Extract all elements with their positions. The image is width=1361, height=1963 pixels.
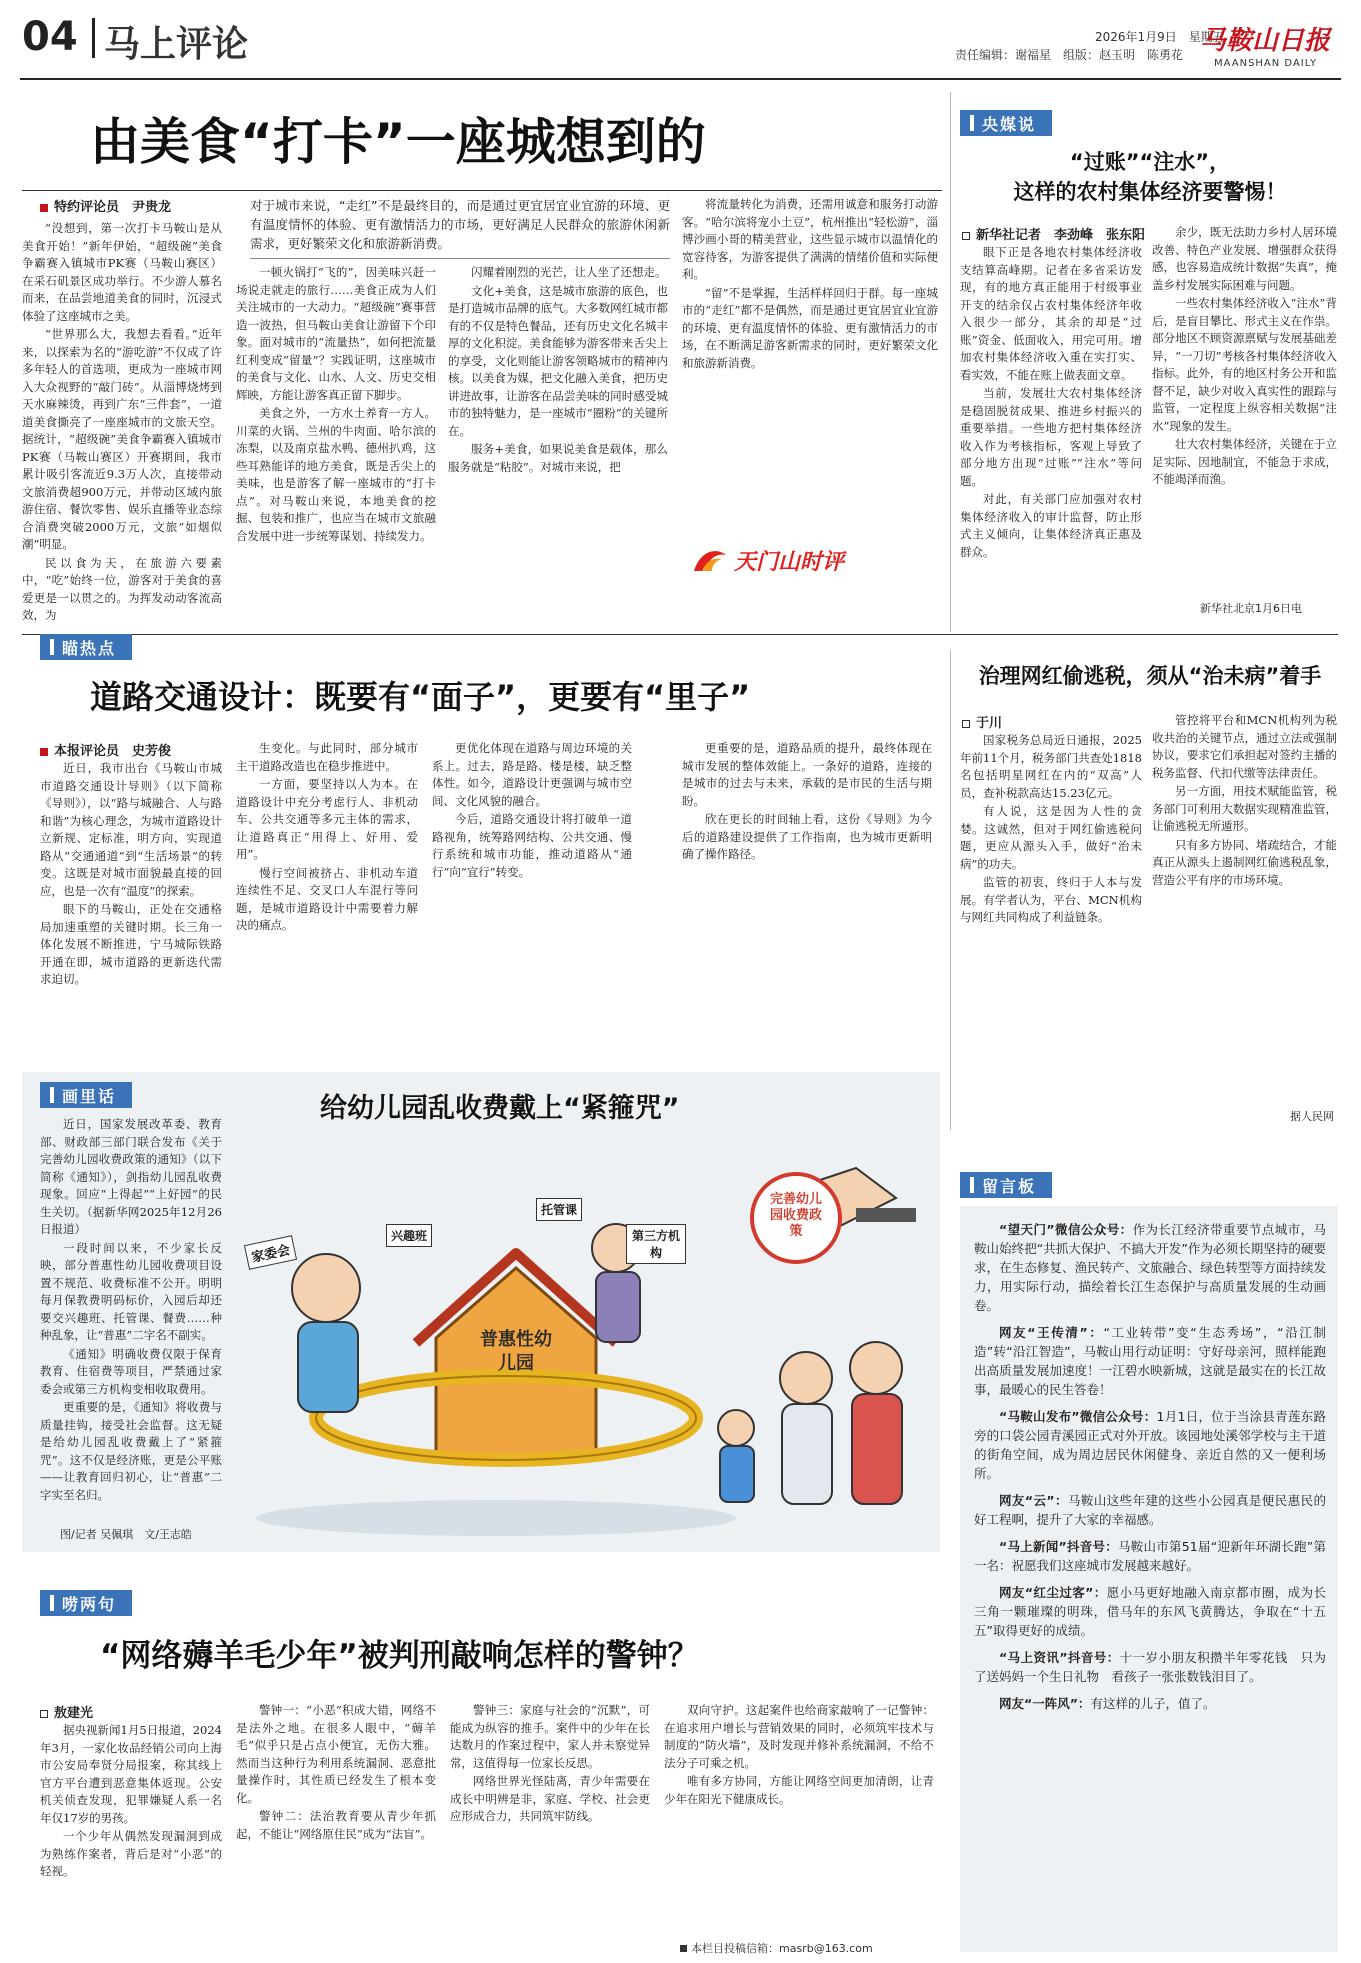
traffic-title: 道路交通设计：既要有“面子”，更要有“里子” [90,678,751,716]
label-daycare: 托管课 [536,1198,582,1221]
message-item: “马鞍山发布”微信公众号：1月1日，位于当涂县青莲东路旁的口袋公园青溪园正式对外开放。该园地处溪邻学校与主干道的街角空间，成为周边居民休闲健身、亲近自然的又一便利场所。 [974,1409,1326,1481]
yangmao-title: “网络薅羊毛少年”被判刑敲响怎样的警钟？ [100,1638,699,1674]
kindergarten-body: 近日，国家发展改革委、教育部、财政部三部门联合发布《关于完善幼儿园收费政策的通知》（以下简称《通知》），剑指幼儿园乱收费现象。回应“上得起”“上好园”的民生关切。（据新华网2025年12月26日报道） 一段时间以来，不少家长反映，部分普惠性幼儿园收费项目设置不规范、收费标准不公开。明明每月保教费明码标价，入园后却还要交兴趣班、托管课、餐费……种种乱象，让“普惠”二字名不副实。 《通知》明确收费仅限于保育教育、住宿费等项目，严禁通过家委会或第三方机构变相收取费用。 更重要的是，《通知》将收费与质量挂钩，接受社会监督。这无疑是给幼儿园乱收费戴上了“紧箍咒”。这不仅是经济账，更是公平账——让教育回归初心，让“普惠”二字实至名归。 [40,1117,222,1502]
message-board-tag: 留言板 [960,1172,1052,1198]
editor-credits: 责任编辑：谢福星 组版：赵玉明 陈勇花 [955,48,1184,62]
traffic-tag: 瞄热点 [40,634,132,660]
message-item: 网友“一阵风”：有这样的儿子，值了。 [999,1696,1216,1711]
square-bullet-icon [680,1945,687,1952]
traffic-col2: 生变化。与此同时，部分城市主干道路改造也在稳步推进中。 一方面，要坚持以人为本。在道路设计中充分考虑行人、非机动车、公共交通等多元主体的需求，让道路真正“用得上、好用、爱用”。 慢行空间被挤占、非机动车道连续性不足、交叉口人车混行等问题，是城市道路设计中需要着力解决的痛点。 [236,741,418,932]
wanghong-credit: 据人民网 [1290,1110,1334,1123]
yangmao-col4: 双向守护。这起案件也给商家敲响了一记警钟：在追求用户增长与营销效果的同时，必须筑牢技术与制度的“防火墙”，及时发现并修补系统漏洞，不给不法分子可乘之机。 唯有多方协同，方能让网络空间更加清朗，让青少年在阳光下健康成长。 [664,1703,934,1806]
wanghong-col2: 管控将平台和MCN机构列为税收共治的关键节点，通过立法或强制协议，要求它们承担起对签约主播的税务监督、代扣代缴等法律责任。 另一方面，用技术赋能监管，税务部门可利用大数据实现精准监管，让偷逃税无所遁形。 只有多方协同、堵疏结合，才能真正从源头上遏制网红偷逃税乱象，营造公平有序的市场环境。 [1152,713,1337,887]
main-article-title: 由美食“打卡”一座城想到的 [90,113,706,171]
main-article-byline: 特约评论员 尹贵龙 [40,196,171,215]
yangmao-byline: 敖建光 [40,1702,93,1721]
tianmenshan-stamp [690,540,930,580]
newspaper-logo-en: MAANSHAN DAILY [1214,58,1318,69]
main-article-rule [22,190,942,191]
message-item: “望天门”微信公众号：作为长江经济带重要节点城市，马鞍山始终把“共抓大保护、不搞大开发”作为必须长期坚持的硬要求，在生态修复、渔民转产、文旅融合、绿色转型等方面持续发力，用实际行动，描绘着长江生态保护与高质量发展的生动画卷。 [974,1222,1326,1313]
message-board-list [974,1220,1326,1721]
header-divider [92,18,95,58]
yangshi-title-1: “过账”“注水”， [1069,150,1231,174]
page-number: 04 [22,14,78,60]
yangmao-tag: 唠两句 [40,1590,132,1616]
main-article-col1: “没想到，第一次打卡马鞍山是从美食开始！”新年伊始，“超级碗”美食争霸赛入镇城市PK赛（马鞍山赛区）在采石矶景区成功举行。不少游人慕名而来，在品尝地道美食的同时，沉浸式体验了这座城市之美。 “世界那么大，我想去看看。”近年来，以探索为名的“游吃游”不仅成了许多年轻人的首选项，更成为一座城市网入大众视野的“敲门砖”。从淄博烧烤到天水麻辣烫，再到广东“三件套”，一道道美食撕亮了一座座城市的文旅天空。据统计，“超级碗”美食争霸赛入镇城市PK赛（马鞍山赛区）开赛期间，我市累计吸引客流近9.3万人次，直接带动文旅消费超900万元，并带动区域内旅游住宿、餐饮零售、娱乐直播等业态综合消费突破2000万元，文旅“如烟似潮”明显。 民以食为天，在旅游六要素中，“吃”始终一位，游客对于美食的喜爱更是一以贯之的。为挥发动动客流高效，为 [22,221,222,622]
label-policy-seal: 完善幼儿园收费政策 [769,1192,822,1239]
yangshi-col2: 余少，既无法助力乡村人居环境改善、特色产业发展、增强群众获得感，也容易造成统计数据“失真”，掩盖乡村发展实际困难与问题。 一些农村集体经济收入“注水”背后，是盲目攀比、形式主义在作祟。部分地区不顾资源禀赋与发展基础差异，“一刀切”考核各村集体经济收入指标。此外，有的地区村务公开和监督不足，缺少对收入真实性的跟踪与监管，一定程度上纵容相关数据“注水”现象的发生。 壮大农村集体经济，关键在于立足实际、因地制宜，不能急于求成，不能竭泽而渔。 [1152,225,1337,486]
yangmao-col1: 据央视新闻1月5日报道，2024年3月，一家化妆品经销公司向上海市公安局奉贤分局报案，称其线上官方平台遭到恶意集体返现。公安机关侦查发现，犯罪嫌疑人系一名年仅17岁的男孩。 一个少年从偶然发现漏洞到成为熟练作案者，背后是对“小恶”的轻视。 [40,1723,222,1878]
cartoon-illustration [236,1128,932,1544]
yangshi-col1: 眼下正是各地农村集体经济收支结算高峰期。记者在多省采访发现，有的地方真正能用于村级事业开支的结余仅占农村集体经济年收入很少一部分，其余的却是“过账”资金、低面收入，用完可用。增加农村集体经济收入重在实打实、看实效，不能在账上做表面文章。 当前，发展壮大农村集体经济是稳固脱贫成果、推进乡村振兴的重要举措。一些地方把村集体经济收入作为考核指标，客观上导致了部分地方出现“过账”“注水”等问题。 对此，有关部门应加强对农村集体经济收入的审计监督，防止形式主义倾向，让集体经济真正惠及群众。 [960,245,1142,559]
wanghong-col1: 国家税务总局近日通报，2025年前11个月，税务部门共查处1818名包括明星网红在内的“双高”人员，查补税款高达15.23亿元。 有人说，这是因为人性的贪婪。这诚然，但对于网红偷逃税问题，更应从源头入手，做好“治未病”的功夫。 监管的初衷，终归于人本与发展。有学者认为，平台、MCN机构与网红共同构成了利益链条。 [960,733,1142,924]
header-rule [20,78,1341,80]
message-item: “马上资讯”抖音号：十一岁小朋友积攒半年零花钱 只为了送妈妈一个生日礼物 看孩子一张张数钱泪目了。 [974,1650,1326,1684]
message-item: 网友“云”：马鞍山这些年建的这些小公园真是便民惠民的好工程啊，提升了大家的幸福感。 [974,1493,1326,1527]
yangshi-tag: 央媒说 [960,110,1052,136]
kindergarten-credit: 图/记者 吴佩琪 文/王志皓 [60,1528,192,1541]
yangshi-title-2: 这样的农村集体经济要警惕！ [1013,180,1287,204]
kindergarten-title: 给幼儿园乱收费戴上“紧箍咒” [320,1093,680,1124]
section-rule-1 [22,634,1338,635]
issue-date: 2026年1月9日 星期五 [1095,30,1225,44]
label-interest-class: 兴趣班 [386,1224,432,1247]
traffic-col3: 更优化体现在道路与周边环境的关系上。过去，路是路、楼是楼，缺乏整体性。如今，道路设计更强调与城市空间、文化风貌的融合。 今后，道路交通设计将打破单一道路视角，统筹路网结构、公共交通、慢行系统和城市功能，推动道路从“通行”向“宜行”转变。 [432,741,632,879]
traffic-col1: 近日，我市出台《马鞍山市城市道路交通设计导则》（以下简称《导则》），以“路与城融合、人与路和谐”为核心理念，为城市道路设计立新规、定标准，明方向，实现道路从“交通通道”到“生活场景”的转变。这既是对城市面貌最直接的回应，也是一次有“温度”的探索。 眼下的马鞍山，正处在交通格局加速重塑的关键时期。长三角一体化发展不断推进，宁马城际铁路开通在即，城市道路的更新迭代需求迫切。 [40,761,222,986]
newspaper-logo: 马鞍山日报 [1200,26,1331,56]
yangmao-contact: 本栏目投稿信箱：masrb@163.com [680,1940,873,1956]
right-column-divider [950,92,951,632]
message-item: 网友“王传清”：“工业转带”变“生态秀场”，“沿江制造”转“沿江智造”，马鞍山用行动证明：守好母亲河，照样能跑出高质量发展加速度！一江碧水映新城，这就是最实在的长江故事，最暖心的民生答卷！ [974,1325,1326,1397]
lead-rule [250,258,670,259]
message-item: “马上新闻”抖音号：马鞍山市第51届“迎新年环湖长跑”第一名：祝愿我们这座城市发展越来越好。 [974,1539,1326,1573]
message-item: 网友“红尘过客”：愿小马更好地融入南京都市圈，成为长三角一颗璀璨的明珠，借马年的东风飞黄腾达，争取在“十五五”取得更好的成绩。 [974,1585,1326,1638]
kindergarten-cartoon [236,1128,932,1544]
section-title: 马上评论 [104,24,249,65]
main-article-lead: 对于城市来说，“走红”不是最终目的，而是通过更宜居宜业宜游的环境、更有温度情怀的体验、更有激情活力的市场，更好满足人民群众的旅游休闲新需求，更好繁荣文化和旅游新消费。 [250,198,670,251]
stamp-text: 天门山时评 [734,549,845,575]
yangshi-byline: 新华社记者 李劲峰 张东阳 [962,224,1145,243]
right-column-divider-2 [950,650,951,1130]
traffic-col4: 更重要的是，道路品质的提升，最终体现在城市发展的整体效能上。一条好的道路，连接的是城市的过去与未来，承载的是市民的生活与期盼。 欣在更长的时间轴上看，这份《导则》为今后的道路建设提供了工作指南，也为城市更新明确了操作路径。 [682,741,932,861]
main-article-col3: 闪耀着刚烈的光芒，让人坐了还想走。 文化+美食，这是城市旅游的底色，也是打造城市品牌的底气。大多数网红城市都有的不仅是特色餐品，还有历史文化名城丰厚的文化积淀。美食能够为游客带来舌尖上的享受，文化则能让游客领略城市的精神内核。以美食为媒，把文化融入美食，把历史讲进故事，让游客在品尝美味的同时感受城市的独特魅力，是一座城市“圈粉”的关键所在。 服务+美食，如果说美食是载体，那么服务就是“粘胶”。对城市来说，把 [448,265,668,474]
label-kindergarten: 普惠性幼儿园 [480,1329,552,1374]
kindergarten-tag: 画里话 [40,1082,132,1108]
traffic-byline: 本报评论员 史芳俊 [40,740,171,759]
yangmao-col3: 警钟三：家庭与社会的“沉默”，可能成为纵容的推手。案件中的少年在长达数月的作案过程中，家人并未察觉异常，这值得每一位家长反思。 网络世界光怪陆离，青少年需要在成长中明辨是非，家庭、学校、社会更应形成合力，共同筑牢防线。 [450,1703,650,1823]
main-article-col4: 将流量转化为消费，还需用诚意和服务打动游客。“哈尔滨将宠小土豆”，杭州推出“轻松游”，淄博沙画小哥的精美营业，这些显示城市以温情化的宽容待客，为游客提供了满满的情绪价值和实际便利。 “留”不是掌握，生活样样回归于群。每一座城市的“走红”都不是偶然，而是通过更宜居宜业宜游的环境、更有温度情怀的体验、更有激情活力的市场，在不断满足游客新需求的同时，更好繁荣文化和旅游新消费。 [682,197,938,370]
yangshi-credit: 新华社北京1月6日电 [1200,602,1302,615]
yangmao-col2: 警钟一：“小恶”积成大错，网络不是法外之地。在很多人眼中，“薅羊毛”似乎只是占点小便宜，无伤大雅。然而当这种行为利用系统漏洞、恶意批量操作时，其性质已经发生了根本变化。 警钟二：法治教育要从青少年抓起，不能让“网络原住民”成为“法盲”。 [236,1703,436,1841]
flame-icon [690,545,730,575]
label-third-party: 第三方机构 [626,1224,686,1264]
label-family-committee: 家委会 [244,1235,297,1270]
wanghong-title: 治理网红偷逃税，须从“治未病”着手 [978,664,1322,688]
main-article-col2: 一顿火锅打“飞的”，因美味兴赶一场说走就走的旅行……美食正成为人们关注城市的一大动力。“超级碗”赛事营造一波热，但马鞍山美食让游留下个印象。面对城市的“流量热”，如何把流量红利变成“留量”？实践证明，这座城市的美食与文化、山水、人文、历史交相辉映，方能让游客真正留下脚步。 美食之外，一方水土养育一方人。川菜的火锅、兰州的牛肉面、哈尔滨的冻梨，以及南京盐水鸭、德州扒鸡，这些耳熟能详的地方美食，既是舌尖上的美味，也是游客了解一座城市的“打卡点”。对马鞍山来说，本地美食的挖掘、包装和推广，也应当在城市文旅融合发展中进一步统筹谋划、持续发力。 [236,265,436,543]
wanghong-byline: 于川 [962,712,1002,731]
